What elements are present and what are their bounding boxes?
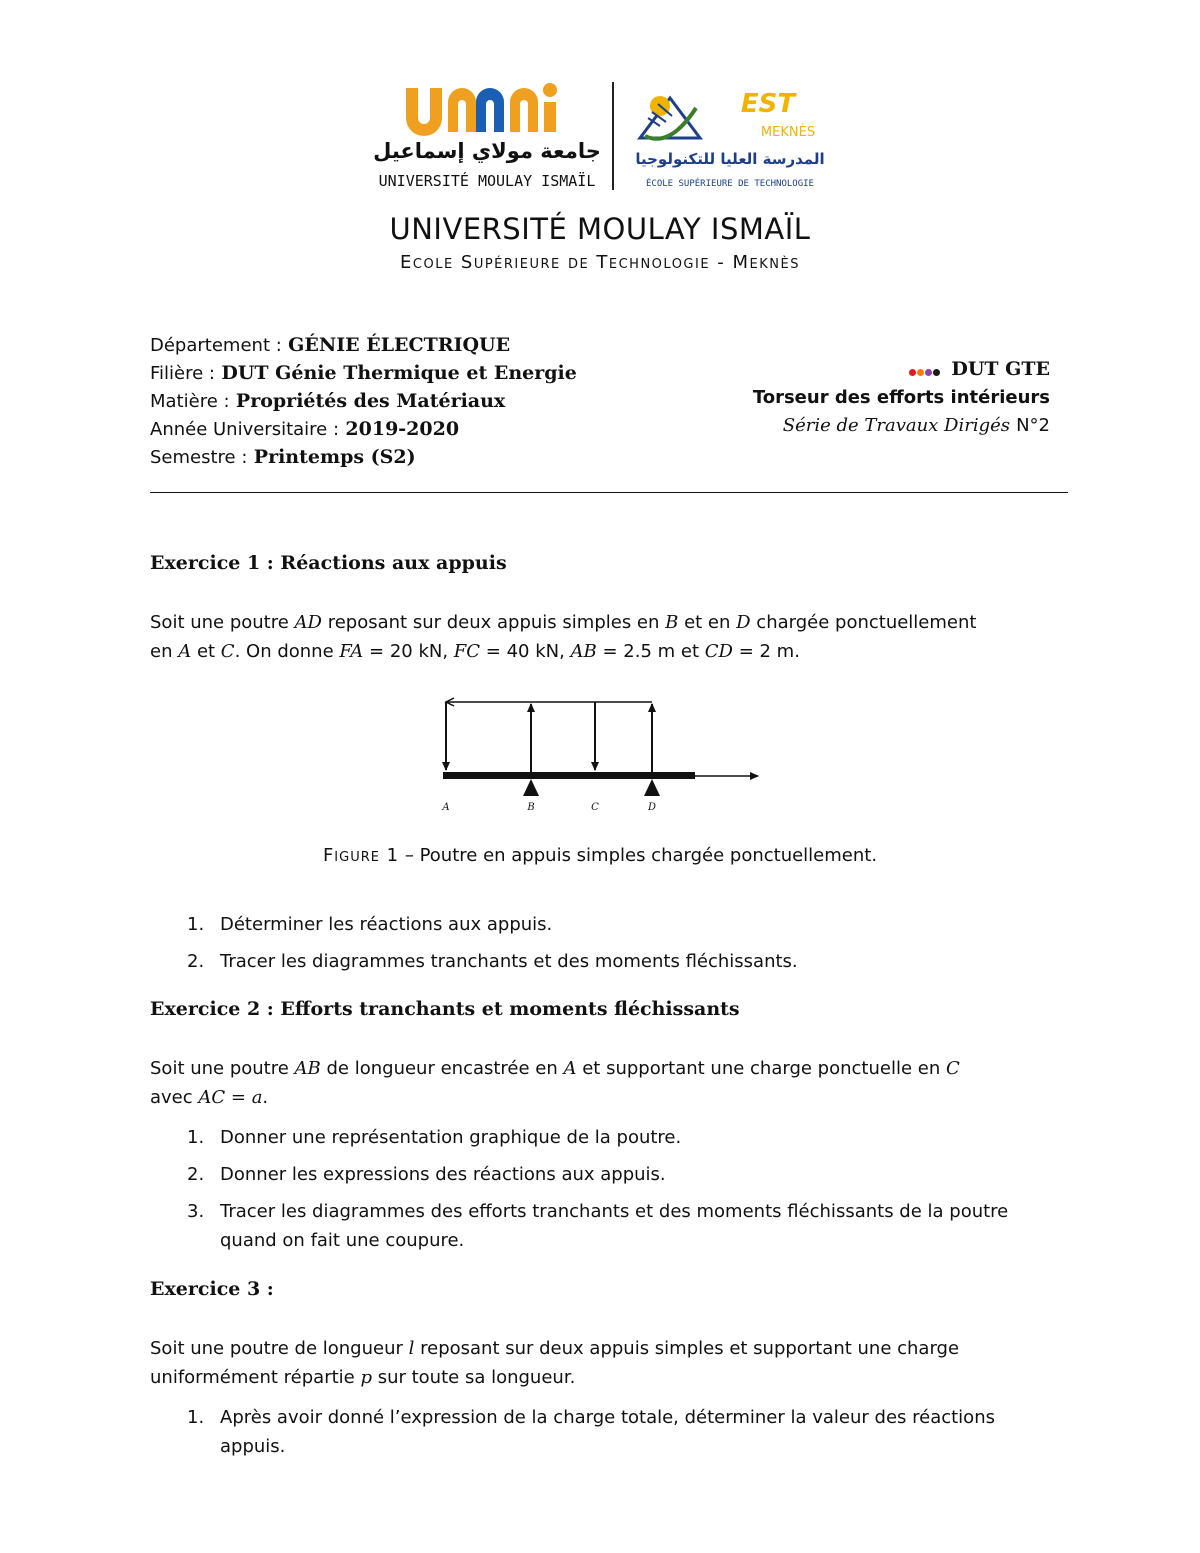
annee-value: 2019-2020 [345,418,460,440]
matiere-row [150,386,505,416]
annee-row [150,414,459,444]
semestre-value: Printemps (S2) [253,446,416,468]
exercise-2-questions [150,1123,1055,1263]
est-arabic-text: المدرسة العليا للتكنولوجيا [635,150,825,168]
semestre-row [150,442,416,472]
topic-label: Torseur des efforts intérieurs [752,387,1050,408]
exercise-1-questions [150,910,1055,984]
color-dot-2 [917,369,924,376]
universite-moulay-ismail-logo [372,78,602,196]
exercise-2-paragraph: Soit une poutre AB de longueur encastrée en A et supportant une charge ponctuelle en C avec AC = a. [150,1058,960,1108]
exercise-1-title: Exercice 1 : Réactions aux appuis [150,552,507,574]
program-label: DUT GTE [951,358,1050,380]
beam-bar [443,772,695,779]
series-number: N°2 [1016,415,1050,436]
exercise-3-title: Exercice 3 : [150,1278,274,1300]
exercise-3-paragraph: Soit une poutre de longueur l reposant sur deux appuis simples et supportant une charge uniformément répartie p sur toute sa longueur. [150,1338,960,1388]
est-city-text: MEKNÈS [760,125,816,140]
departement-value: GÉNIE ÉLECTRIQUE [288,334,511,356]
list-item: 3. Tracer les diagrammes des efforts tranchants et des moments fléchissants de la poutre quand on fait une coupure. [187,1201,1009,1251]
series-row [783,414,1050,436]
umi-latin-text: UNIVERSITÉ MOULAY ISMAÏL [378,172,596,190]
departement-row [150,330,510,360]
list-item: 2. Tracer les diagrammes tranchants et des moments fléchissants. [187,951,798,972]
semestre-label: Semestre : [150,447,248,468]
university-title: UNIVERSITÉ MOULAY ISMAÏL [389,212,811,246]
est-latin-text: ÉCOLE SUPÉRIEURE DE TECHNOLOGIE [646,179,814,189]
series-label: Série de Travaux Dirigés [782,415,1011,436]
umi-arabic-text: جامعة مولاي إسماعيل [373,139,601,163]
exercise-1-paragraph: Soit une poutre AD reposant sur deux appuis simples en B et en D chargée ponctuellement en A et C. On donne FA = 20 kN, FC = 40 kN, AB = 2.5 m et CD = 2 m. [150,612,977,662]
exercise-3-questions [150,1403,1055,1469]
school-subtitle: Ecole Supérieure de Technologie - Meknès [400,252,800,273]
color-dot-4 [933,369,940,376]
list-item: 2. Donner les expressions des réactions aux appuis. [187,1164,666,1185]
list-item: 1. Déterminer les réactions aux appuis. [187,914,553,935]
support-b-icon [523,779,539,796]
filiere-label: Filière : [150,363,215,384]
filiere-row [150,358,577,388]
topic-row [753,386,1050,408]
list-item: 1. Après avoir donné l’expression de la charge totale, déterminer la valeur des réactions appuis. [187,1407,995,1457]
ecole-superieure-technologie-logo [630,78,830,196]
color-dot-1 [909,369,916,376]
list-item: 1. Donner une représentation graphique de la poutre. [187,1127,682,1148]
label-a: A [442,802,450,813]
filiere-value: DUT Génie Thermique et Energie [221,362,577,384]
program-row [909,358,1050,381]
est-brand-text: EST [740,89,796,119]
matiere-label: Matière : [150,391,230,412]
color-dot-3 [925,369,932,376]
matiere-value: Propriétés des Matériaux [235,390,506,412]
label-c: C [591,802,599,813]
label-b: B [527,802,535,813]
logo-divider [612,82,614,190]
est-emblem-icon [640,96,700,139]
figure-1-caption [0,845,1200,866]
label-d: D [647,802,657,813]
caption-prefix: Figure 1 [322,845,400,866]
header-divider [150,492,1068,493]
support-d-icon [644,779,660,796]
beam-figure [430,690,770,820]
annee-label: Année Universitaire : [150,419,340,440]
caption-text: – Poutre en appuis simples chargée ponctuellement. [399,845,878,866]
color-dots-icon [909,359,941,381]
exercise-2-title: Exercice 2 : Efforts tranchants et moments fléchissants [150,998,740,1020]
departement-label: Département : [150,335,282,356]
